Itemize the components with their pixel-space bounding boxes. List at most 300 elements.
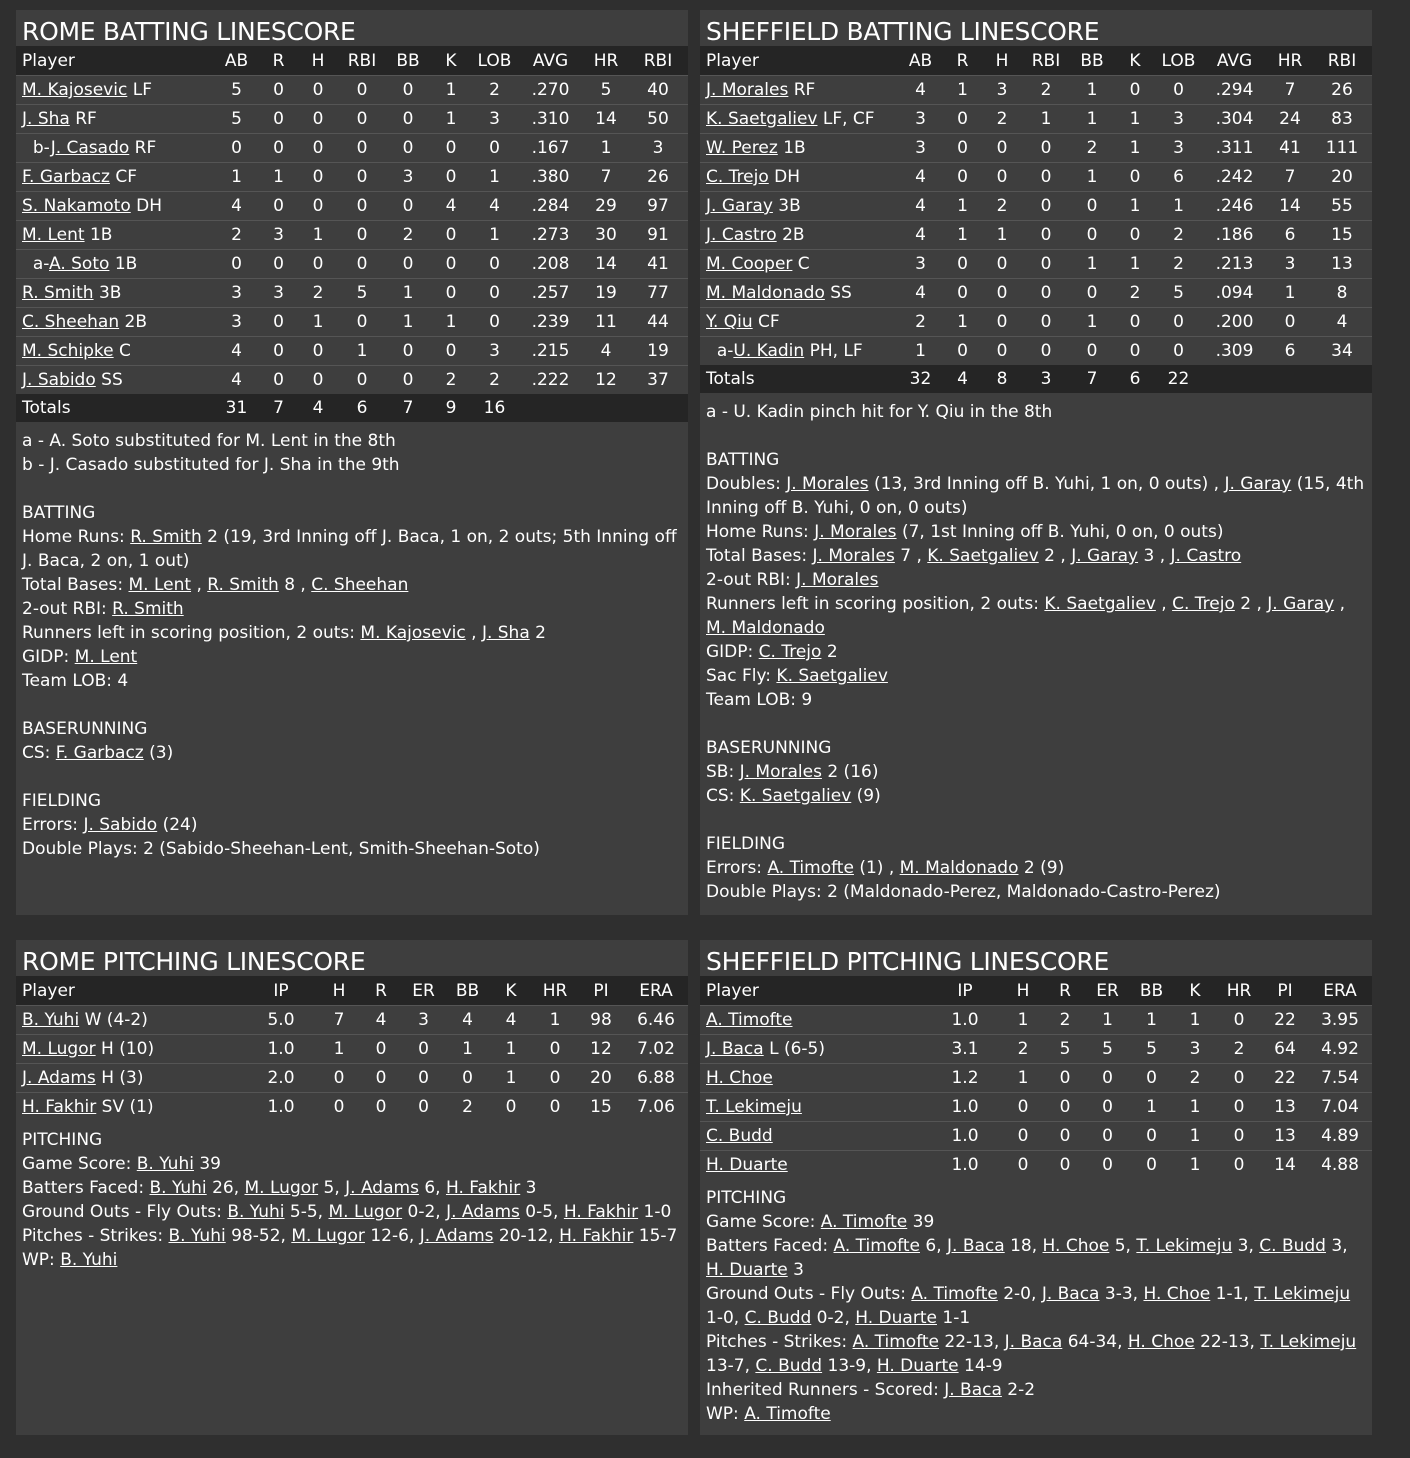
stat-cell: 0 (1022, 337, 1070, 366)
note-line (706, 760, 1366, 784)
column-header: HR (584, 46, 628, 76)
note-line (22, 501, 682, 525)
stat-cell: 0 (430, 221, 472, 250)
stat-cell: 5 (1086, 1035, 1129, 1064)
player-link[interactable]: C. Sheehan (311, 575, 409, 595)
stat-cell: 14 (1268, 192, 1312, 221)
stat-cell: 22 (1262, 1064, 1308, 1093)
note-text: 22-13, (1194, 1332, 1261, 1352)
stat-cell: 0 (1216, 1151, 1262, 1180)
stat-cell: 5 (338, 279, 386, 308)
header-row (700, 46, 1372, 76)
player-link[interactable]: J. Morales (812, 546, 895, 566)
player-link[interactable]: M. Lent (22, 225, 85, 245)
stat-cell: 37 (628, 366, 688, 395)
player-link[interactable]: T. Lekimeju (1254, 1284, 1351, 1304)
note-line (22, 453, 682, 477)
player-link[interactable]: R. Smith (207, 575, 279, 595)
panel-title: ROME PITCHING LINESCORE (22, 947, 366, 976)
note-line (22, 621, 682, 645)
note-line (706, 400, 1366, 424)
note-text: 2 , (1038, 546, 1072, 566)
player-link[interactable]: U. Kadin (733, 341, 805, 361)
stat-cell: 7.06 (624, 1093, 688, 1122)
player-link[interactable]: J. Baca (947, 1236, 1005, 1256)
player-link[interactable]: B. Yuhi (168, 1226, 226, 1246)
player-link[interactable]: J. Baca (1004, 1332, 1063, 1352)
stat-cell: 0 (1156, 76, 1201, 105)
stat-cell: 1 (214, 163, 259, 192)
player-link[interactable]: H. Fakhir (22, 1097, 97, 1117)
player-link[interactable]: J. Castro (1170, 546, 1242, 566)
player-link[interactable]: M. Kajosevic (22, 80, 128, 100)
note-text: Errors: (706, 858, 768, 878)
stat-cell: 0 (402, 1093, 445, 1122)
player-link[interactable]: C. Sheehan (22, 312, 120, 332)
note-text: (24) (157, 815, 198, 835)
player-link[interactable]: T. Lekimeju (1260, 1332, 1357, 1352)
column-header: BB (386, 46, 430, 76)
player-link[interactable]: J. Casado (50, 138, 130, 158)
player-position: C (797, 254, 810, 274)
stat-cell: 7.54 (1308, 1064, 1372, 1093)
player-position: H (10) (101, 1039, 155, 1059)
table-row (16, 1006, 688, 1035)
player-link[interactable]: H. Choe (1042, 1236, 1110, 1256)
stat-cell: 2 (1070, 134, 1114, 163)
player-position: CF (758, 312, 780, 332)
stat-cell: 0 (943, 279, 982, 308)
stat-cell: 0 (982, 279, 1022, 308)
player-link[interactable]: A. Timofte (767, 858, 854, 878)
note-line (706, 1330, 1366, 1378)
player-cell (700, 105, 898, 134)
table-row (16, 105, 688, 134)
table-row (700, 279, 1372, 308)
player-link[interactable]: B. Yuhi (60, 1250, 118, 1270)
stat-cell: 5 (584, 76, 628, 105)
stat-cell: 30 (584, 221, 628, 250)
note-line (706, 544, 1366, 568)
player-link[interactable]: B. Yuhi (22, 1010, 80, 1030)
stat-cell: 2 (472, 76, 517, 105)
stat-cell: 0 (298, 163, 338, 192)
stat-cell (517, 394, 584, 422)
player-link[interactable]: M. Maldonado (706, 618, 825, 638)
stat-cell: 1 (472, 221, 517, 250)
player-link[interactable]: A. Soto (49, 254, 110, 274)
stat-cell (628, 394, 688, 422)
player-link[interactable]: C. Trejo (758, 642, 822, 662)
note-text: Batters Faced: (22, 1178, 150, 1198)
note-line (22, 1224, 682, 1248)
note-line (706, 688, 1366, 712)
note-text: WP: (706, 1404, 745, 1424)
note-text: Double Plays: 2 (Maldonado-Perez, Maldonado-Castro-Perez) (706, 882, 1221, 902)
stat-cell: 0 (472, 250, 517, 279)
player-link[interactable]: A. Timofte (911, 1284, 998, 1304)
stat-cell: 3 (1174, 1035, 1216, 1064)
note-text: , (1155, 594, 1173, 614)
player-link[interactable]: H. Fakhir (563, 1202, 639, 1222)
stat-cell: 22 (1262, 1006, 1308, 1035)
player-link[interactable]: H. Fakhir (559, 1226, 634, 1246)
stat-cell: 83 (1312, 105, 1372, 134)
player-link[interactable]: J. Morales (814, 522, 897, 542)
player-link[interactable]: A. Timofte (706, 1010, 793, 1030)
note-line (22, 597, 682, 621)
column-header: AB (898, 46, 943, 76)
player-link[interactable]: C. Budd (706, 1126, 773, 1146)
table-row (700, 1035, 1372, 1064)
stat-cell: 2 (1044, 1006, 1086, 1035)
player-link[interactable]: C. Trejo (706, 167, 769, 187)
stat-cell: 7 (318, 1006, 360, 1035)
header-row (700, 976, 1372, 1006)
player-link[interactable]: B. Yuhi (149, 1178, 207, 1198)
stat-cell: 1 (584, 134, 628, 163)
stat-cell: 6 (1156, 163, 1201, 192)
note-text: 13-9, (822, 1356, 877, 1376)
stat-cell: 0 (298, 337, 338, 366)
note-text: BASERUNNING (22, 719, 148, 739)
player-link[interactable]: J. Morales (796, 570, 879, 590)
player-link[interactable]: J. Garay (706, 196, 773, 216)
player-link[interactable]: Y. Qiu (706, 312, 753, 332)
stat-cell: 0 (1216, 1093, 1262, 1122)
player-link[interactable]: J. Morales (786, 474, 869, 494)
note-text: 15-7 (633, 1226, 678, 1246)
stat-cell: 0 (430, 134, 472, 163)
player-link[interactable]: R. Smith (130, 527, 202, 547)
stat-cell: 6.46 (624, 1006, 688, 1035)
stat-cell: 1 (943, 76, 982, 105)
stat-cell: .242 (1201, 163, 1268, 192)
note-text: 2-out RBI: (706, 570, 797, 590)
stat-cell: 1 (943, 221, 982, 250)
stat-cell: 2 (298, 279, 338, 308)
stat-cell: 0 (1002, 1122, 1044, 1151)
player-link[interactable]: H. Duarte (706, 1155, 788, 1175)
stat-cell: .200 (1201, 308, 1268, 337)
player-link[interactable]: M. Maldonado (706, 283, 825, 303)
player-link[interactable]: J. Baca (1041, 1284, 1100, 1304)
note-text: (15, 4th Inning off B. Yuhi, 0 on, 0 outs) (706, 474, 1365, 518)
note-line (706, 568, 1366, 592)
player-position: LF (132, 80, 152, 100)
player-cell (700, 337, 898, 366)
table-row (700, 105, 1372, 134)
stat-cell: 6 (338, 394, 386, 422)
player-link[interactable]: J. Sha (22, 109, 70, 129)
player-link[interactable]: M. Schipke (22, 341, 114, 361)
stat-cell: 20 (578, 1064, 624, 1093)
stat-cell: 0 (943, 134, 982, 163)
note-text: Game Score: (706, 1212, 821, 1232)
stat-cell: 5 (1129, 1035, 1174, 1064)
player-link[interactable]: K. Saetgaliev (1044, 594, 1156, 614)
note-text: 2 (821, 642, 838, 662)
note-text: 6, (919, 1236, 948, 1256)
stat-cell: 9 (430, 394, 472, 422)
player-link[interactable]: J. Adams (446, 1202, 520, 1222)
note-text: 2 , (1234, 594, 1268, 614)
player-link[interactable]: A. Timofte (833, 1236, 920, 1256)
stat-cell: 0 (982, 337, 1022, 366)
spacer (706, 424, 1366, 448)
column-header: BB (1129, 976, 1174, 1006)
stat-cell: 0 (214, 134, 259, 163)
table-row (16, 250, 688, 279)
note-line (22, 741, 682, 765)
player-cell (700, 1006, 928, 1035)
player-cell (700, 308, 898, 337)
spacer (706, 712, 1366, 736)
totals-label: Totals (16, 394, 214, 422)
stat-cell: 0 (386, 105, 430, 134)
stat-cell: 8 (982, 365, 1022, 393)
stat-cell: 4 (298, 394, 338, 422)
stat-cell: 3 (386, 163, 430, 192)
stat-cell: 0 (298, 192, 338, 221)
stat-cell: 77 (628, 279, 688, 308)
stat-cell: 0 (943, 337, 982, 366)
player-link[interactable]: M. Lugor (244, 1178, 319, 1198)
player-link[interactable]: R. Smith (22, 283, 94, 303)
player-link[interactable]: K. Saetgaliev (927, 546, 1039, 566)
stat-cell: 2 (982, 192, 1022, 221)
note-text: GIDP: (706, 642, 759, 662)
column-header: PI (578, 976, 624, 1006)
table-row (700, 1064, 1372, 1093)
stat-cell: .380 (517, 163, 584, 192)
note-text: FIELDING (22, 791, 101, 811)
player-link[interactable]: M. Lent (74, 647, 138, 667)
player-link[interactable]: H. Choe (1143, 1284, 1211, 1304)
note-text: Game Score: (22, 1154, 137, 1174)
player-link[interactable]: B. Yuhi (136, 1154, 194, 1174)
stat-cell: 4 (898, 163, 943, 192)
player-link[interactable]: J. Morales (739, 762, 822, 782)
player-cell (700, 192, 898, 221)
stat-cell: 0 (1129, 1151, 1174, 1180)
stat-cell: 14 (584, 105, 628, 134)
player-link[interactable]: M. Kajosevic (360, 623, 466, 643)
stat-cell: 0 (386, 366, 430, 395)
stat-cell: 2.0 (244, 1064, 318, 1093)
player-link[interactable]: H. Fakhir (445, 1178, 521, 1198)
player-link[interactable]: J. Garay (1267, 594, 1335, 614)
note-text: 3, (1232, 1236, 1260, 1256)
player-cell (16, 105, 214, 134)
stat-cell: 41 (1268, 134, 1312, 163)
note-line (706, 736, 1366, 760)
stat-cell: 0 (298, 250, 338, 279)
stat-cell: 1 (259, 163, 298, 192)
player-link[interactable]: C. Budd (1259, 1236, 1326, 1256)
player-link[interactable]: M. Lugor (291, 1226, 365, 1246)
player-cell (16, 221, 214, 250)
note-text: BATTING (22, 503, 96, 523)
table-row (16, 308, 688, 337)
player-link[interactable]: C. Trejo (1172, 594, 1235, 614)
column-header: ERA (1308, 976, 1372, 1006)
player-link[interactable]: H. Choe (706, 1068, 773, 1088)
player-link[interactable]: M. Maldonado (899, 858, 1019, 878)
note-text: 8 , (278, 575, 312, 595)
column-header: K (430, 46, 472, 76)
stat-cell: 0 (338, 308, 386, 337)
player-link[interactable]: F. Garbacz (55, 743, 144, 763)
stat-cell: 4 (214, 337, 259, 366)
stat-cell: 1 (430, 76, 472, 105)
stat-cell: 0 (298, 134, 338, 163)
column-header: K (1174, 976, 1216, 1006)
player-link[interactable]: J. Sabido (22, 370, 96, 390)
sub-prefix: b- (32, 138, 51, 158)
player-cell (16, 163, 214, 192)
player-link[interactable]: J. Adams (22, 1068, 96, 1088)
player-link[interactable]: S. Nakamoto (22, 196, 131, 216)
player-link[interactable]: B. Yuhi (227, 1202, 285, 1222)
note-line (706, 520, 1366, 544)
note-text: 3 (520, 1178, 537, 1198)
stat-cell: 0 (259, 76, 298, 105)
batting-table (700, 46, 1372, 393)
player-link[interactable]: H. Choe (1127, 1332, 1195, 1352)
player-link[interactable]: A. Timofte (820, 1212, 908, 1232)
note-text: 26, (206, 1178, 245, 1198)
column-header: RBI (338, 46, 386, 76)
stat-cell: 5 (214, 76, 259, 105)
stat-cell: 0 (1156, 308, 1201, 337)
stat-cell: 1 (1070, 308, 1114, 337)
player-link[interactable]: J. Sabido (83, 815, 158, 835)
player-link[interactable]: R. Smith (112, 599, 184, 619)
panel-title: ROME BATTING LINESCORE (22, 17, 356, 46)
player-link[interactable]: J. Garay (1224, 474, 1292, 494)
player-link[interactable]: J. Baca (706, 1039, 764, 1059)
player-link[interactable]: H. Duarte (876, 1356, 959, 1376)
player-position: SS (830, 283, 852, 303)
player-link[interactable]: J. Adams (419, 1226, 494, 1246)
table-row (700, 134, 1372, 163)
player-cell (16, 1006, 244, 1035)
player-link[interactable]: F. Garbacz (22, 167, 110, 187)
player-link[interactable]: J. Castro (706, 225, 777, 245)
stat-cell: 1 (445, 1035, 490, 1064)
player-position: CF (115, 167, 137, 187)
player-link[interactable]: T. Lekimeju (706, 1097, 802, 1117)
stat-cell: 19 (628, 337, 688, 366)
panel-title: SHEFFIELD PITCHING LINESCORE (706, 947, 1109, 976)
player-cell (700, 1122, 928, 1151)
player-link[interactable]: M. Lent (128, 575, 192, 595)
player-link[interactable]: W. Perez (706, 138, 778, 158)
stat-cell: 4 (214, 192, 259, 221)
stat-cell: 1 (1114, 105, 1156, 134)
stat-cell: 0 (1022, 250, 1070, 279)
player-link[interactable]: J. Baca (944, 1380, 1002, 1400)
player-link[interactable]: J. Morales (706, 80, 789, 100)
note-line (22, 1152, 682, 1176)
note-line (22, 573, 682, 597)
stat-cell: 13 (1262, 1093, 1308, 1122)
player-link[interactable]: K. Saetgaliev (739, 786, 852, 806)
stat-cell: 1 (1086, 1006, 1129, 1035)
stat-cell: 1 (1268, 279, 1312, 308)
column-header: R (943, 46, 982, 76)
stat-cell: 1 (1129, 1006, 1174, 1035)
stat-cell: 0 (360, 1093, 402, 1122)
stat-cell: 34 (1312, 337, 1372, 366)
stat-cell: 0 (1002, 1151, 1044, 1180)
note-line (706, 472, 1366, 520)
player-link[interactable]: J. Adams (345, 1178, 419, 1198)
stat-cell: 0 (214, 250, 259, 279)
stat-cell: 1 (1114, 250, 1156, 279)
sub-prefix: a- (32, 254, 49, 274)
player-link[interactable]: T. Lekimeju (1136, 1236, 1233, 1256)
player-link[interactable]: A. Timofte (744, 1404, 831, 1424)
stat-cell: 3.95 (1308, 1006, 1372, 1035)
sub-prefix: a- (716, 341, 734, 361)
column-header: Player (700, 46, 898, 76)
note-text: 0-5, (519, 1202, 564, 1222)
stat-cell: 26 (1312, 76, 1372, 105)
stat-cell: 0 (386, 337, 430, 366)
stat-cell: 3.1 (928, 1035, 1002, 1064)
stat-cell: 22 (1156, 365, 1201, 393)
player-link[interactable]: M. Cooper (706, 254, 793, 274)
player-link[interactable]: K. Saetgaliev (706, 109, 818, 129)
player-position: 1B (783, 138, 806, 158)
stat-cell: 1 (943, 192, 982, 221)
player-link[interactable]: K. Saetgaliev (776, 666, 888, 686)
player-link[interactable]: H. Duarte (706, 1260, 788, 1280)
stat-cell: 0 (1129, 1064, 1174, 1093)
stat-cell: 1 (430, 105, 472, 134)
table-row (700, 1151, 1372, 1180)
stat-cell: 19 (584, 279, 628, 308)
player-position: H (3) (101, 1068, 144, 1088)
note-text: 0-2, (811, 1308, 856, 1328)
player-link[interactable]: J. Sha (481, 623, 530, 643)
player-link[interactable]: C. Budd (755, 1356, 823, 1376)
player-link[interactable]: M. Lugor (328, 1202, 403, 1222)
stat-cell: 0 (943, 105, 982, 134)
note-text: WP: (22, 1250, 61, 1270)
stat-cell: 5.0 (244, 1006, 318, 1035)
note-text: Home Runs: (706, 522, 815, 542)
player-link[interactable]: M. Lugor (22, 1039, 96, 1059)
stat-cell: 0 (259, 366, 298, 395)
player-link[interactable]: H. Duarte (855, 1308, 937, 1328)
stat-cell: 0 (532, 1093, 578, 1122)
stat-cell: 2 (472, 366, 517, 395)
stat-cell: 1 (490, 1035, 532, 1064)
stat-cell: 1 (1129, 1093, 1174, 1122)
player-position: C (119, 341, 131, 361)
stat-cell: 1 (298, 308, 338, 337)
player-link[interactable]: A. Timofte (852, 1332, 940, 1352)
stat-cell: 0 (386, 250, 430, 279)
player-link[interactable]: J. Garay (1071, 546, 1139, 566)
player-link[interactable]: C. Budd (744, 1308, 812, 1328)
stat-cell: 0 (430, 337, 472, 366)
stat-cell: 0 (338, 366, 386, 395)
note-text: 39 (193, 1154, 221, 1174)
